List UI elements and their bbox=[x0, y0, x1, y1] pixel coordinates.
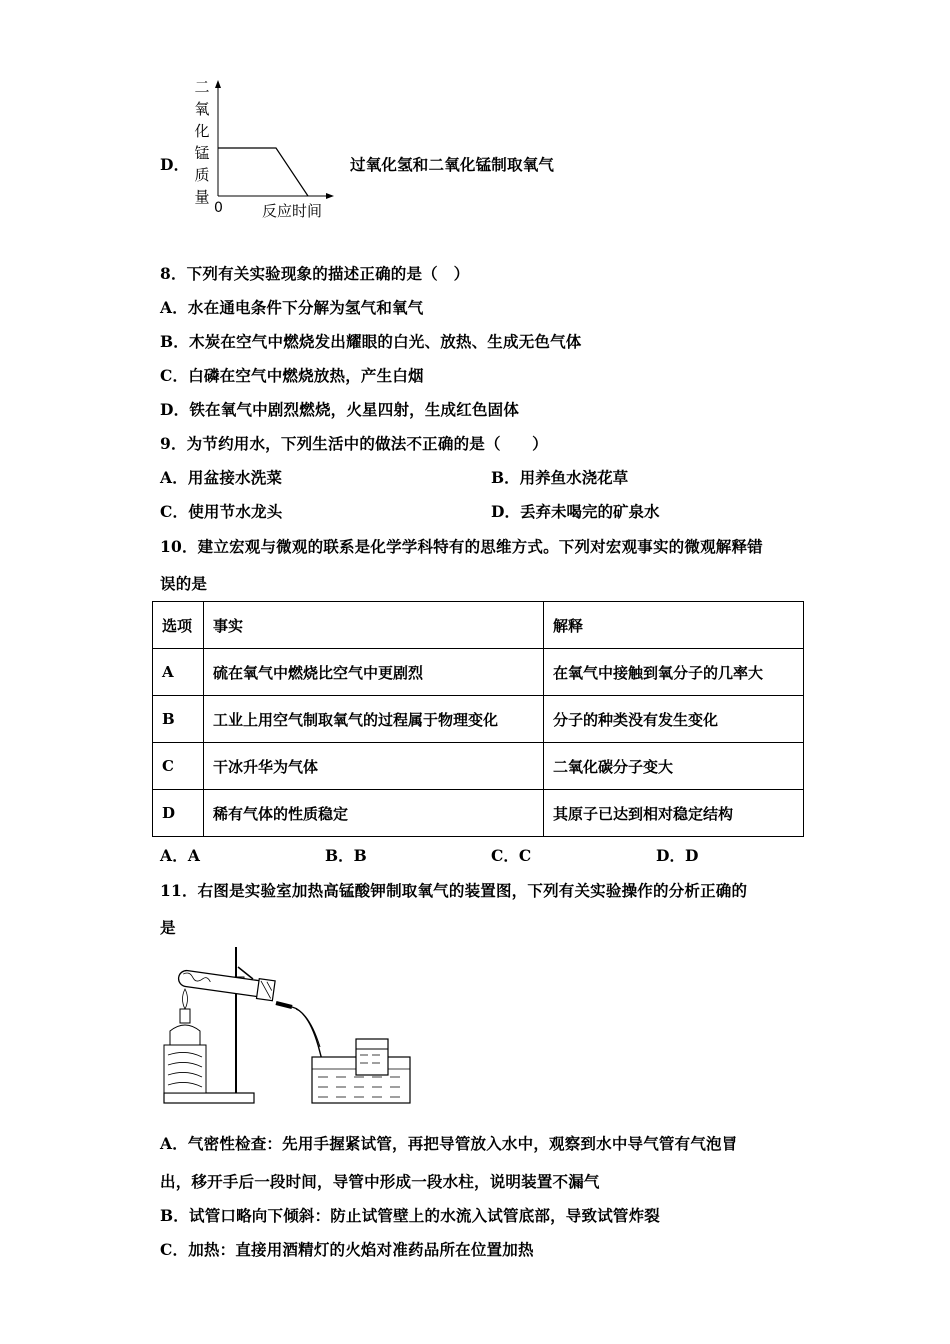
q7-chart bbox=[190, 76, 340, 226]
q10-table bbox=[152, 601, 804, 837]
x-axis-label: 反应时间 bbox=[262, 202, 323, 220]
q10-stem-line1: 10．建立宏观与微观的联系是化学学科特有的思维方式。下列对宏观事实的微观解释错 bbox=[160, 537, 763, 556]
q8-option-c: C．白磷在空气中燃烧放热，产生白烟 bbox=[160, 366, 424, 385]
q11-option-c: C．加热：直接用酒精灯的火焰对准药品所在位置加热 bbox=[160, 1240, 534, 1259]
table-cell: 硫在氧气中燃烧比空气中更剧烈 bbox=[204, 649, 544, 696]
table-header-cell: 解释 bbox=[544, 602, 804, 649]
q10-answer-b: B．B bbox=[325, 846, 367, 865]
table-row bbox=[153, 743, 804, 790]
table-header-row bbox=[153, 602, 804, 649]
y-axis-label-char: 二 bbox=[194, 78, 210, 96]
q7-option-d-caption: 过氧化氢和二氧化锰制取氧气 bbox=[350, 155, 555, 174]
y-axis-label-char: 量 bbox=[194, 188, 210, 206]
q10-answer-c: C．C bbox=[491, 846, 532, 865]
y-axis-label-char: 化 bbox=[194, 122, 210, 140]
q10-answer-d: D．D bbox=[656, 846, 699, 865]
q9-option-c: C．使用节水龙头 bbox=[160, 502, 283, 521]
q11-stem-line1: 11．右图是实验室加热高锰酸钾制取氧气的装置图，下列有关实验操作的分析正确的 bbox=[160, 881, 748, 900]
y-axis-label-char: 质 bbox=[194, 166, 210, 184]
table-cell: 分子的种类没有发生变化 bbox=[544, 696, 804, 743]
q10-stem-line2: 误的是 bbox=[160, 574, 208, 593]
y-axis-label-char: 锰 bbox=[194, 144, 210, 162]
table-cell: 工业上用空气制取氧气的过程属于物理变化 bbox=[204, 696, 544, 743]
table-cell: 干冰升华为气体 bbox=[204, 743, 544, 790]
q8-option-b: B．木炭在空气中燃烧发出耀眼的白光、放热、生成无色气体 bbox=[160, 332, 582, 351]
oxygen-apparatus-diagram bbox=[158, 945, 418, 1110]
y-axis-label-char: 氧 bbox=[194, 100, 210, 118]
table-cell: C bbox=[153, 743, 204, 790]
table-cell: A bbox=[153, 649, 204, 696]
table-row bbox=[153, 649, 804, 696]
q9-stem: 9．为节约用水，下列生活中的做法不正确的是（ ） bbox=[160, 434, 548, 453]
table-row bbox=[153, 790, 804, 837]
q9-option-d: D．丢弃未喝完的矿泉水 bbox=[491, 502, 660, 521]
q11-stem-line2: 是 bbox=[160, 918, 176, 937]
table-cell: B bbox=[153, 696, 204, 743]
q10-answer-a: A．A bbox=[160, 846, 201, 865]
table-cell: 其原子已达到相对稳定结构 bbox=[544, 790, 804, 837]
q8-stem: 8．下列有关实验现象的描述正确的是（ ） bbox=[160, 264, 470, 283]
table-cell: 在氧气中接触到氧分子的几率大 bbox=[544, 649, 804, 696]
table-header-cell: 事实 bbox=[204, 602, 544, 649]
q11-option-b: B．试管口略向下倾斜：防止试管壁上的水流入试管底部，导致试管炸裂 bbox=[160, 1206, 661, 1225]
table-cell: 二氧化碳分子变大 bbox=[544, 743, 804, 790]
data-line bbox=[218, 148, 308, 196]
q8-option-a: A．水在通电条件下分解为氢气和氧气 bbox=[160, 298, 424, 317]
q11-option-a-line1: A．气密性检查：先用手握紧试管，再把导管放入水中，观察到水中导气管有气泡冒 bbox=[160, 1134, 738, 1153]
q9-option-b: B．用养鱼水浇花草 bbox=[491, 468, 629, 487]
q8-option-d: D．铁在氧气中剧烈燃烧，火星四射，生成红色固体 bbox=[160, 400, 520, 419]
origin-label: 0 bbox=[214, 200, 223, 216]
q9-option-a: A．用盆接水洗菜 bbox=[160, 468, 283, 487]
table-cell: D bbox=[153, 790, 204, 837]
table-cell: 稀有气体的性质稳定 bbox=[204, 790, 544, 837]
table-row bbox=[153, 696, 804, 743]
x-axis-arrow bbox=[326, 193, 334, 199]
y-axis-arrow bbox=[215, 80, 221, 88]
q7-option-d-label: D． bbox=[160, 155, 190, 174]
table-header-cell: 选项 bbox=[153, 602, 204, 649]
q11-option-a-line2: 出，移开手后一段时间，导管中形成一段水柱，说明装置不漏气 bbox=[160, 1172, 600, 1191]
